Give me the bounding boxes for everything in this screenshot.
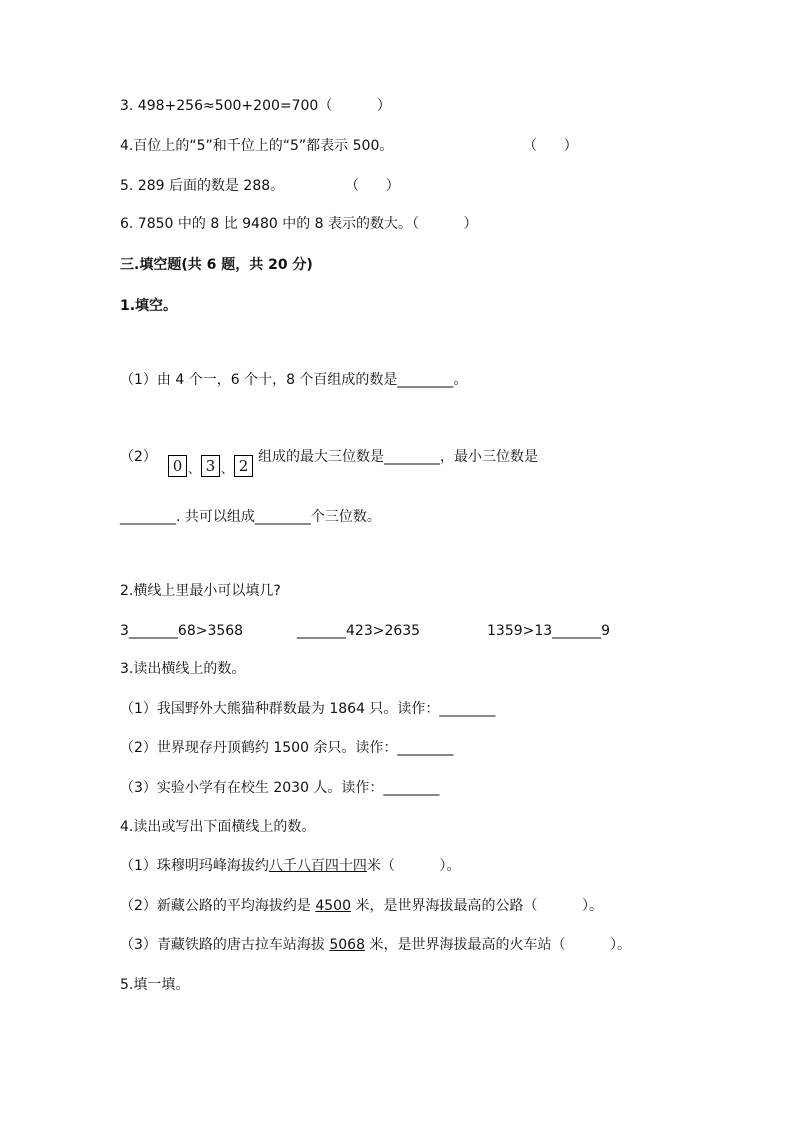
digit-card-0: 0: [168, 455, 187, 477]
q4-item-3-post: 米，是世界海拔最高的火车站（ ）。: [365, 937, 631, 953]
judge-q4-paren: （ ）: [523, 138, 578, 154]
q5-title: 5.填一填。: [120, 977, 190, 993]
separator: 、: [221, 462, 234, 476]
section-heading: 三.填空题(共 6 题，共 20 分): [120, 257, 313, 273]
q1-title: 1.填空。: [120, 298, 178, 314]
judge-q6: 6. 7850 中的 8 比 9480 中的 8 表示的数大。（ ）: [120, 216, 478, 232]
judge-q4: 4.百位上的“5”和千位上的“5”都表示 500。: [120, 138, 394, 154]
digit-cards: [168, 455, 253, 477]
q1-part2-cont: ________. 共可以组成________个三位数。: [120, 509, 381, 525]
q4-item-1: [120, 857, 460, 875]
q1-part2-text: 组成的最大三位数是________，最小三位数是: [258, 449, 538, 465]
q3-item-2: （2）世界现存丹顶鹤约 1500 余只。读作：________: [120, 740, 454, 756]
q2-item-1: 3_______68>3568: [120, 623, 244, 639]
q3-item-3: （3）实验小学有在校生 2030 人。读作：________: [120, 780, 440, 796]
q4-item-3: [120, 936, 631, 954]
q4-item-3-underlined: 5068: [329, 937, 365, 953]
q4-item-2-pre: （2）新藏公路的平均海拔约是: [120, 898, 316, 914]
separator: 、: [188, 462, 201, 476]
q4-item-1-underlined: 八千八百四十四: [268, 858, 367, 874]
q1-part2-label: （2）: [120, 449, 157, 465]
judge-q5-paren: （ ）: [345, 178, 400, 194]
q1-part1: （1）由 4 个一，6 个十，8 个百组成的数是________。: [120, 372, 468, 388]
digit-card-1: 3: [201, 455, 220, 477]
q4-item-2-post: 米，是世界海拔最高的公路（ ）。: [351, 898, 603, 914]
q4-item-1-post: 米（ ）。: [366, 858, 461, 874]
q4-item-2: [120, 897, 603, 915]
judge-q3: 3. 498+256≈500+200=700（ ）: [120, 98, 391, 114]
q4-title: 4.读出或写出下面横线上的数。: [120, 819, 316, 835]
q4-item-2-underlined: 4500: [315, 898, 351, 914]
q4-item-3-pre: （3）青藏铁路的唐古拉车站海拔: [120, 937, 330, 953]
judge-q5: 5. 289 后面的数是 288。: [120, 178, 285, 194]
q3-item-1: （1）我国野外大熊猫种群数最为 1864 只。读作：________: [120, 701, 496, 717]
q2-title: 2.横线上里最小可以填几?: [120, 583, 281, 599]
digit-card-2: 2: [234, 455, 253, 477]
q4-item-1-pre: （1）珠穆明玛峰海拔约: [120, 858, 269, 874]
q2-item-3: 1359>13_______9: [487, 623, 611, 639]
q2-item-2: _______423>2635: [297, 623, 421, 639]
q3-title: 3.读出横线上的数。: [120, 661, 246, 677]
